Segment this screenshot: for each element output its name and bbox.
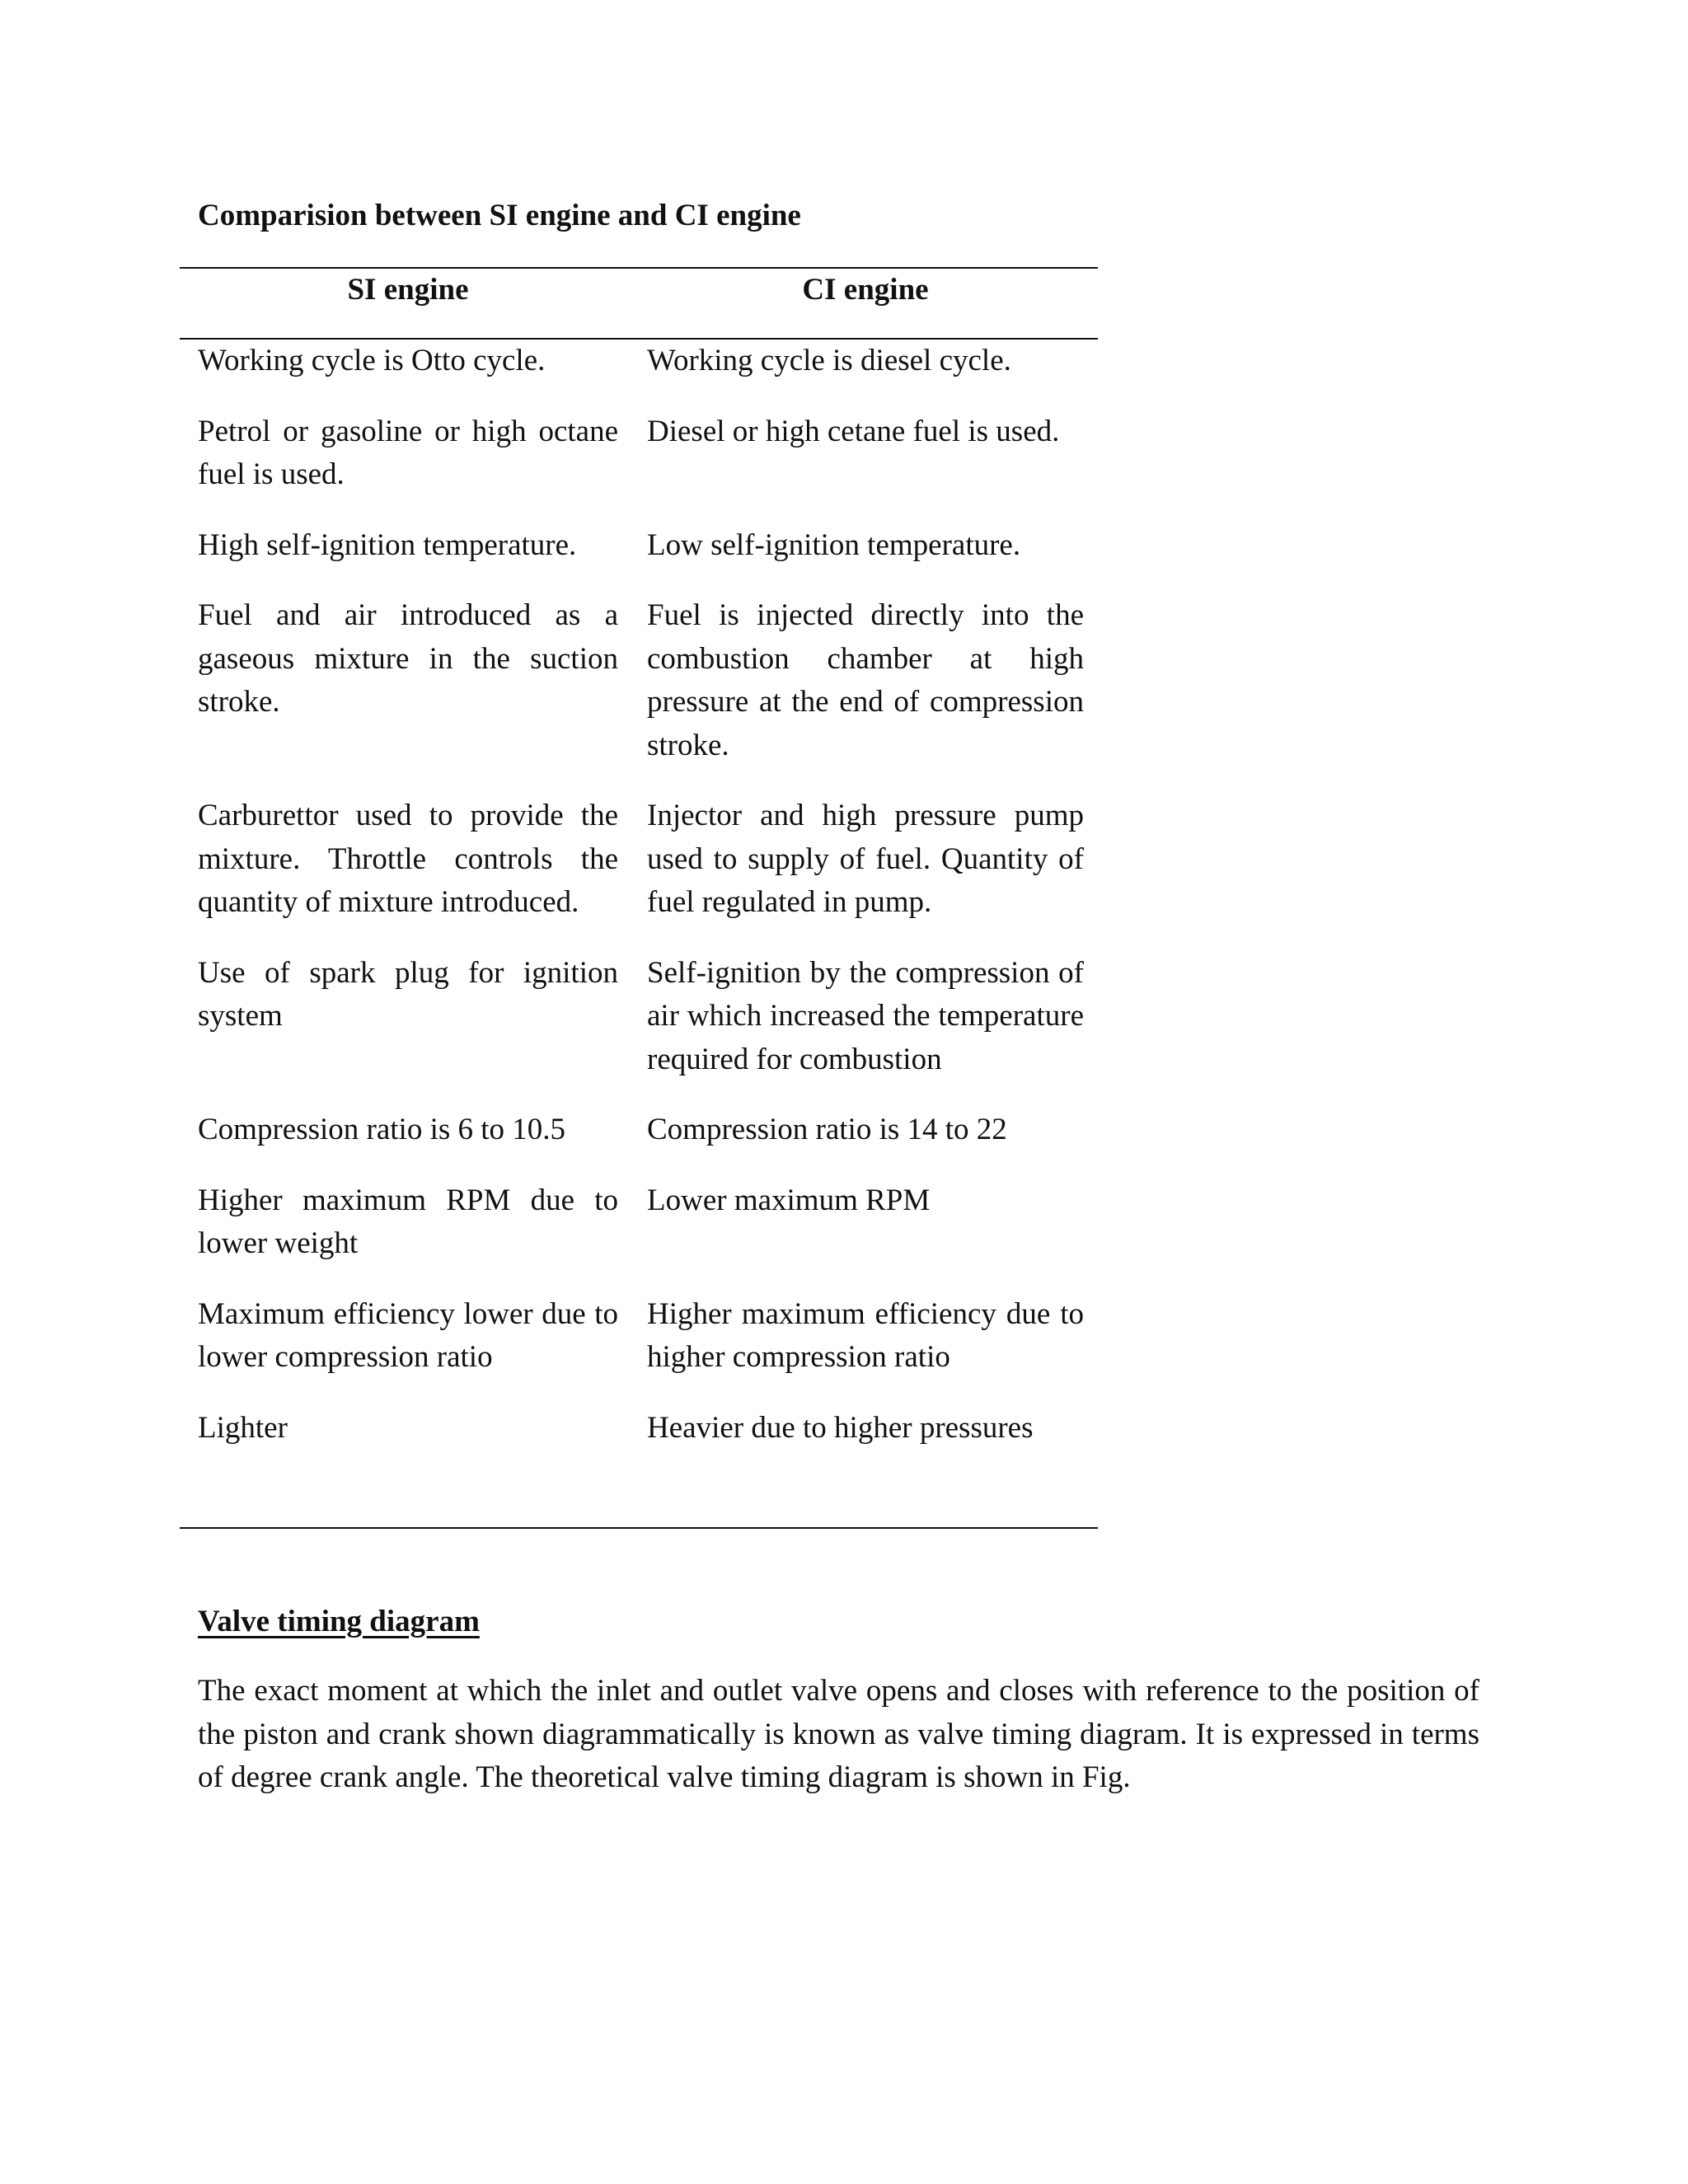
- ci-cell: Fuel is injected directly into the combustion chamber at high pressure at the end of compression stroke.: [647, 598, 1084, 762]
- table-row: [198, 410, 1084, 497]
- ci-cell: Low self-ignition temperature.: [647, 527, 1021, 562]
- table-row: [198, 1108, 1084, 1152]
- ci-cell: Diesel or high cetane fuel is used.: [647, 414, 1060, 448]
- column-header-ci: CI engine: [802, 273, 929, 307]
- table-row: [198, 1293, 1084, 1380]
- ci-cell: Higher maximum efficiency due to higher compression ratio: [647, 1296, 1084, 1374]
- table-row: [198, 1407, 1084, 1451]
- comparison-heading: Comparision between SI engine and CI engine: [198, 199, 801, 232]
- table-row: [198, 952, 1084, 1082]
- ci-cell: Lower maximum RPM: [647, 1183, 931, 1217]
- ci-cell: Heavier due to higher pressures: [647, 1410, 1034, 1445]
- si-cell: Petrol or gasoline or high octane fuel is used.: [198, 414, 618, 491]
- ci-cell: Compression ratio is 14 to 22: [647, 1113, 1007, 1146]
- si-cell: Fuel and air introduced as a gaseous mixture in the suction stroke.: [198, 598, 618, 719]
- si-cell: Maximum efficiency lower due to lower compression ratio: [198, 1296, 618, 1374]
- table-bottom-rule: [180, 1527, 1098, 1529]
- comparison-table-body: [198, 340, 1084, 1477]
- section-paragraph: The exact moment at which the inlet and outlet valve opens and closes with reference to the position of the piston and crank shown diagrammatically is known as valve timing diagram. It is expressed in terms of degree crank angle. The theoretical valve timing diagram is shown in Fig.: [198, 1674, 1479, 1794]
- si-cell: Compression ratio is 6 to 10.5: [198, 1113, 566, 1146]
- ci-cell: Injector and high pressure pump used to supply of fuel. Quantity of fuel regulated in pump.: [647, 799, 1084, 919]
- ci-cell: Working cycle is diesel cycle.: [647, 344, 1011, 377]
- si-cell: Carburettor used to provide the mixture. Throttle controls the quantity of mixture introduced.: [198, 799, 618, 919]
- si-cell: Use of spark plug for ignition system: [198, 955, 618, 1033]
- ci-cell: Self-ignition by the compression of air which increased the temperature required for combustion: [647, 955, 1084, 1076]
- column-header-si: SI engine: [347, 273, 469, 307]
- section-title: Valve timing diagram: [198, 1605, 480, 1638]
- table-row: [198, 524, 1084, 568]
- si-cell: Lighter: [198, 1410, 288, 1445]
- table-row: [198, 794, 1084, 925]
- si-cell: Higher maximum RPM due to lower weight: [198, 1183, 618, 1260]
- si-cell: High self-ignition temperature.: [198, 527, 577, 562]
- table-row: [198, 594, 1084, 767]
- si-cell: Working cycle is Otto cycle.: [198, 344, 546, 377]
- table-row: [198, 1179, 1084, 1266]
- table-row: [198, 340, 1084, 383]
